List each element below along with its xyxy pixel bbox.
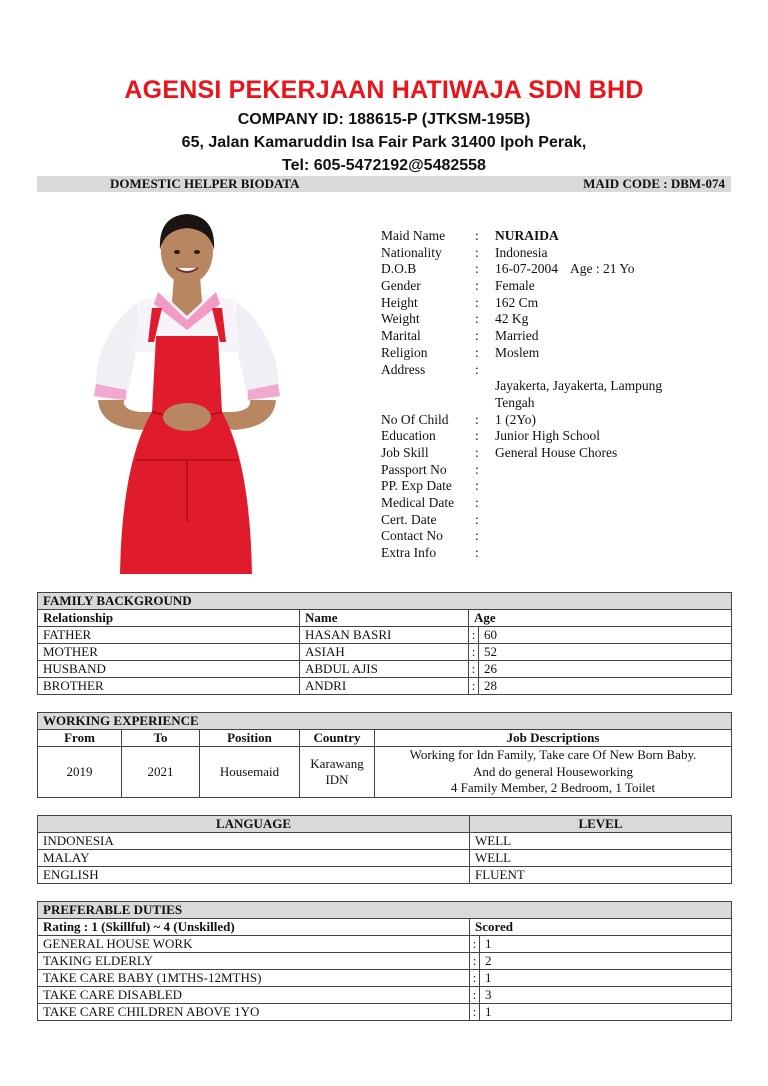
- info-row-cert: [381, 512, 721, 529]
- to-cell: 2021: [122, 747, 200, 798]
- country-cell: [300, 747, 375, 798]
- info-value: Moslem: [495, 344, 540, 360]
- maid-info: [381, 228, 721, 562]
- position-cell: Housemaid: [200, 747, 300, 798]
- info-row-nationality: [381, 245, 721, 262]
- table-row: [38, 850, 732, 867]
- info-value: General House Chores: [495, 444, 618, 460]
- info-colon: :: [475, 294, 479, 310]
- col-header: LEVEL: [470, 816, 732, 833]
- table-header-row: [38, 730, 732, 747]
- info-value-dob: [495, 261, 635, 278]
- info-value: 162 Cm: [495, 294, 539, 310]
- info-value: Junior High School: [495, 428, 601, 444]
- table-row: [38, 987, 732, 1004]
- table-header-row: [38, 610, 732, 627]
- col-header: LANGUAGE: [38, 816, 470, 833]
- info-colon: :: [475, 228, 479, 243]
- colon-cell: :: [470, 953, 480, 970]
- name-cell: ASIAH: [300, 644, 469, 661]
- info-row-pp-exp: [381, 478, 721, 495]
- score-cell: 2: [480, 953, 732, 970]
- address-value: Jayakerta, Jayakerta, Lampung Tengah: [495, 378, 663, 410]
- colon-cell: :: [470, 987, 480, 1004]
- col-header: Scored: [470, 919, 732, 936]
- info-label: Education: [381, 428, 436, 444]
- info-colon: :: [475, 528, 479, 544]
- age-value: Age : 21 Yo: [570, 261, 635, 277]
- preferable-duties-table: [37, 901, 732, 1021]
- info-row-religion: [381, 345, 721, 362]
- info-row-extra: [381, 545, 721, 562]
- relationship-cell: BROTHER: [38, 678, 300, 695]
- agency-address: 65, Jalan Kamaruddin Isa Fair Park 31400 Ipoh Perak,: [181, 134, 587, 151]
- level-cell: WELL: [470, 833, 732, 850]
- from-cell: 2019: [38, 747, 122, 798]
- company-id: COMPANY ID: 188615-P (JTKSM-195B): [237, 111, 531, 128]
- language-table: [37, 815, 732, 884]
- name-cell: HASAN BASRI: [300, 627, 469, 644]
- info-label: Nationality: [381, 244, 442, 260]
- duty-cell: GENERAL HOUSE WORK: [38, 936, 470, 953]
- colon-cell: :: [470, 936, 480, 953]
- info-colon: :: [475, 478, 479, 494]
- info-label: Job Skill: [381, 444, 429, 460]
- info-colon: :: [475, 311, 479, 327]
- name-cell: ABDUL AJIS: [300, 661, 469, 678]
- country-line: IDN: [325, 772, 349, 787]
- info-row-name: [381, 228, 721, 245]
- info-label: Marital: [381, 328, 421, 344]
- duty-cell: TAKE CARE BABY (1MTHS-12MTHS): [38, 970, 470, 987]
- age-cell: 60: [479, 627, 732, 644]
- info-value: Female: [495, 278, 535, 294]
- relationship-cell: FATHER: [38, 627, 300, 644]
- duty-cell: TAKE CARE CHILDREN ABOVE 1YO: [38, 1004, 470, 1021]
- info-value: 42 Kg: [495, 311, 529, 327]
- colon-cell: :: [470, 1004, 480, 1021]
- score-cell: 1: [480, 970, 732, 987]
- col-header: Rating : 1 (Skillful) ~ 4 (Unskilled): [38, 919, 470, 936]
- language-cell: ENGLISH: [38, 867, 470, 884]
- info-label: Maid Name: [381, 228, 446, 243]
- working-experience-title: WORKING EXPERIENCE: [38, 713, 732, 730]
- name-cell: ANDRI: [300, 678, 469, 695]
- family-background-table: [37, 592, 732, 695]
- dob-value: 16-07-2004: [495, 261, 558, 277]
- info-colon: :: [475, 328, 479, 344]
- language-cell: MALAY: [38, 850, 470, 867]
- info-colon: :: [475, 511, 479, 527]
- table-row: [38, 867, 732, 884]
- info-label: Medical Date: [381, 495, 455, 511]
- info-colon: :: [475, 261, 479, 277]
- info-colon: :: [475, 361, 479, 377]
- info-row-dob: [381, 261, 721, 278]
- table-header-row: [38, 919, 732, 936]
- job-description-line: And do general Houseworking: [473, 763, 633, 779]
- duty-cell: TAKING ELDERLY: [38, 953, 470, 970]
- table-row: [38, 747, 732, 798]
- job-description-line: 4 Family Member, 2 Bedroom, 1 Toilet: [450, 780, 656, 796]
- biodata-title-bar: [37, 176, 731, 192]
- info-row-weight: [381, 311, 721, 328]
- info-label: Cert. Date: [381, 511, 437, 527]
- language-cell: INDONESIA: [38, 833, 470, 850]
- info-row-medical: [381, 495, 721, 512]
- relationship-cell: HUSBAND: [38, 661, 300, 678]
- table-row: [38, 661, 732, 678]
- info-colon: :: [475, 344, 479, 360]
- colon-cell: :: [470, 970, 480, 987]
- info-row-gender: [381, 278, 721, 295]
- country-line: Karawang: [310, 756, 364, 771]
- info-label: D.O.B: [381, 261, 417, 277]
- col-header: Name: [300, 610, 469, 627]
- duty-cell: TAKE CARE DISABLED: [38, 987, 470, 1004]
- info-label: Extra Info: [381, 545, 437, 561]
- info-row-height: [381, 295, 721, 312]
- col-header: Age: [469, 610, 732, 627]
- level-cell: FLUENT: [470, 867, 732, 884]
- level-cell: WELL: [470, 850, 732, 867]
- col-header: Relationship: [38, 610, 300, 627]
- col-header: Job Descriptions: [375, 730, 732, 747]
- info-row-address-value: [381, 378, 721, 411]
- job-description-line: Working for Idn Family, Take care Of New Born Baby.: [409, 747, 697, 763]
- info-label: Height: [381, 294, 418, 310]
- colon-cell: :: [469, 661, 479, 678]
- table-row: [38, 678, 732, 695]
- agency-name: AGENSI PEKERJAAN HATIWAJA SDN BHD: [124, 76, 644, 104]
- working-experience-table: [37, 712, 732, 798]
- colon-cell: :: [469, 644, 479, 661]
- colon-cell: :: [469, 678, 479, 695]
- info-value: 1 (2Yo): [495, 411, 537, 427]
- table-row: [38, 970, 732, 987]
- info-colon: :: [475, 278, 479, 294]
- info-row-education: [381, 428, 721, 445]
- score-cell: 1: [480, 936, 732, 953]
- info-colon: :: [475, 495, 479, 511]
- info-row-address: [381, 362, 721, 379]
- info-row-job-skill: [381, 445, 721, 462]
- preferable-duties-title: PREFERABLE DUTIES: [38, 902, 732, 919]
- colon-cell: :: [469, 627, 479, 644]
- family-background-title: FAMILY BACKGROUND: [38, 593, 732, 610]
- maid-code: MAID CODE : DBM-074: [583, 176, 725, 191]
- score-cell: 1: [480, 1004, 732, 1021]
- info-value: Married: [495, 328, 539, 344]
- info-row-passport: [381, 462, 721, 479]
- table-row: [38, 936, 732, 953]
- info-label: Weight: [381, 311, 420, 327]
- info-colon: :: [475, 545, 479, 561]
- table-header-row: [38, 816, 732, 833]
- col-header: From: [38, 730, 122, 747]
- info-row-children: [381, 412, 721, 429]
- info-label: Passport No: [381, 461, 447, 477]
- table-row: [38, 627, 732, 644]
- info-colon: :: [475, 411, 479, 427]
- col-header: Position: [200, 730, 300, 747]
- info-label: Religion: [381, 344, 428, 360]
- biodata-title: DOMESTIC HELPER BIODATA: [110, 176, 300, 191]
- agency-tel: Tel: 605-5472192@5482558: [282, 157, 486, 174]
- maid-photo: [90, 212, 284, 574]
- score-cell: 3: [480, 987, 732, 1004]
- col-header: To: [122, 730, 200, 747]
- info-value-name: NURAIDA: [495, 228, 559, 243]
- info-label: Gender: [381, 278, 421, 294]
- info-colon: :: [475, 244, 479, 260]
- table-row: [38, 644, 732, 661]
- age-cell: 52: [479, 644, 732, 661]
- info-colon: :: [475, 461, 479, 477]
- info-colon: :: [475, 428, 479, 444]
- table-row: [38, 953, 732, 970]
- info-value: Indonesia: [495, 244, 548, 260]
- relationship-cell: MOTHER: [38, 644, 300, 661]
- info-label: Contact No: [381, 528, 443, 544]
- job-description-cell: [375, 747, 732, 798]
- info-row-marital: [381, 328, 721, 345]
- info-row-contact: [381, 528, 721, 545]
- age-cell: 28: [479, 678, 732, 695]
- info-label: Address: [381, 361, 426, 377]
- info-colon: :: [475, 444, 479, 460]
- table-row: [38, 1004, 732, 1021]
- info-label: No Of Child: [381, 411, 449, 427]
- table-row: [38, 833, 732, 850]
- age-cell: 26: [479, 661, 732, 678]
- col-header: Country: [300, 730, 375, 747]
- info-label: PP. Exp Date: [381, 478, 452, 494]
